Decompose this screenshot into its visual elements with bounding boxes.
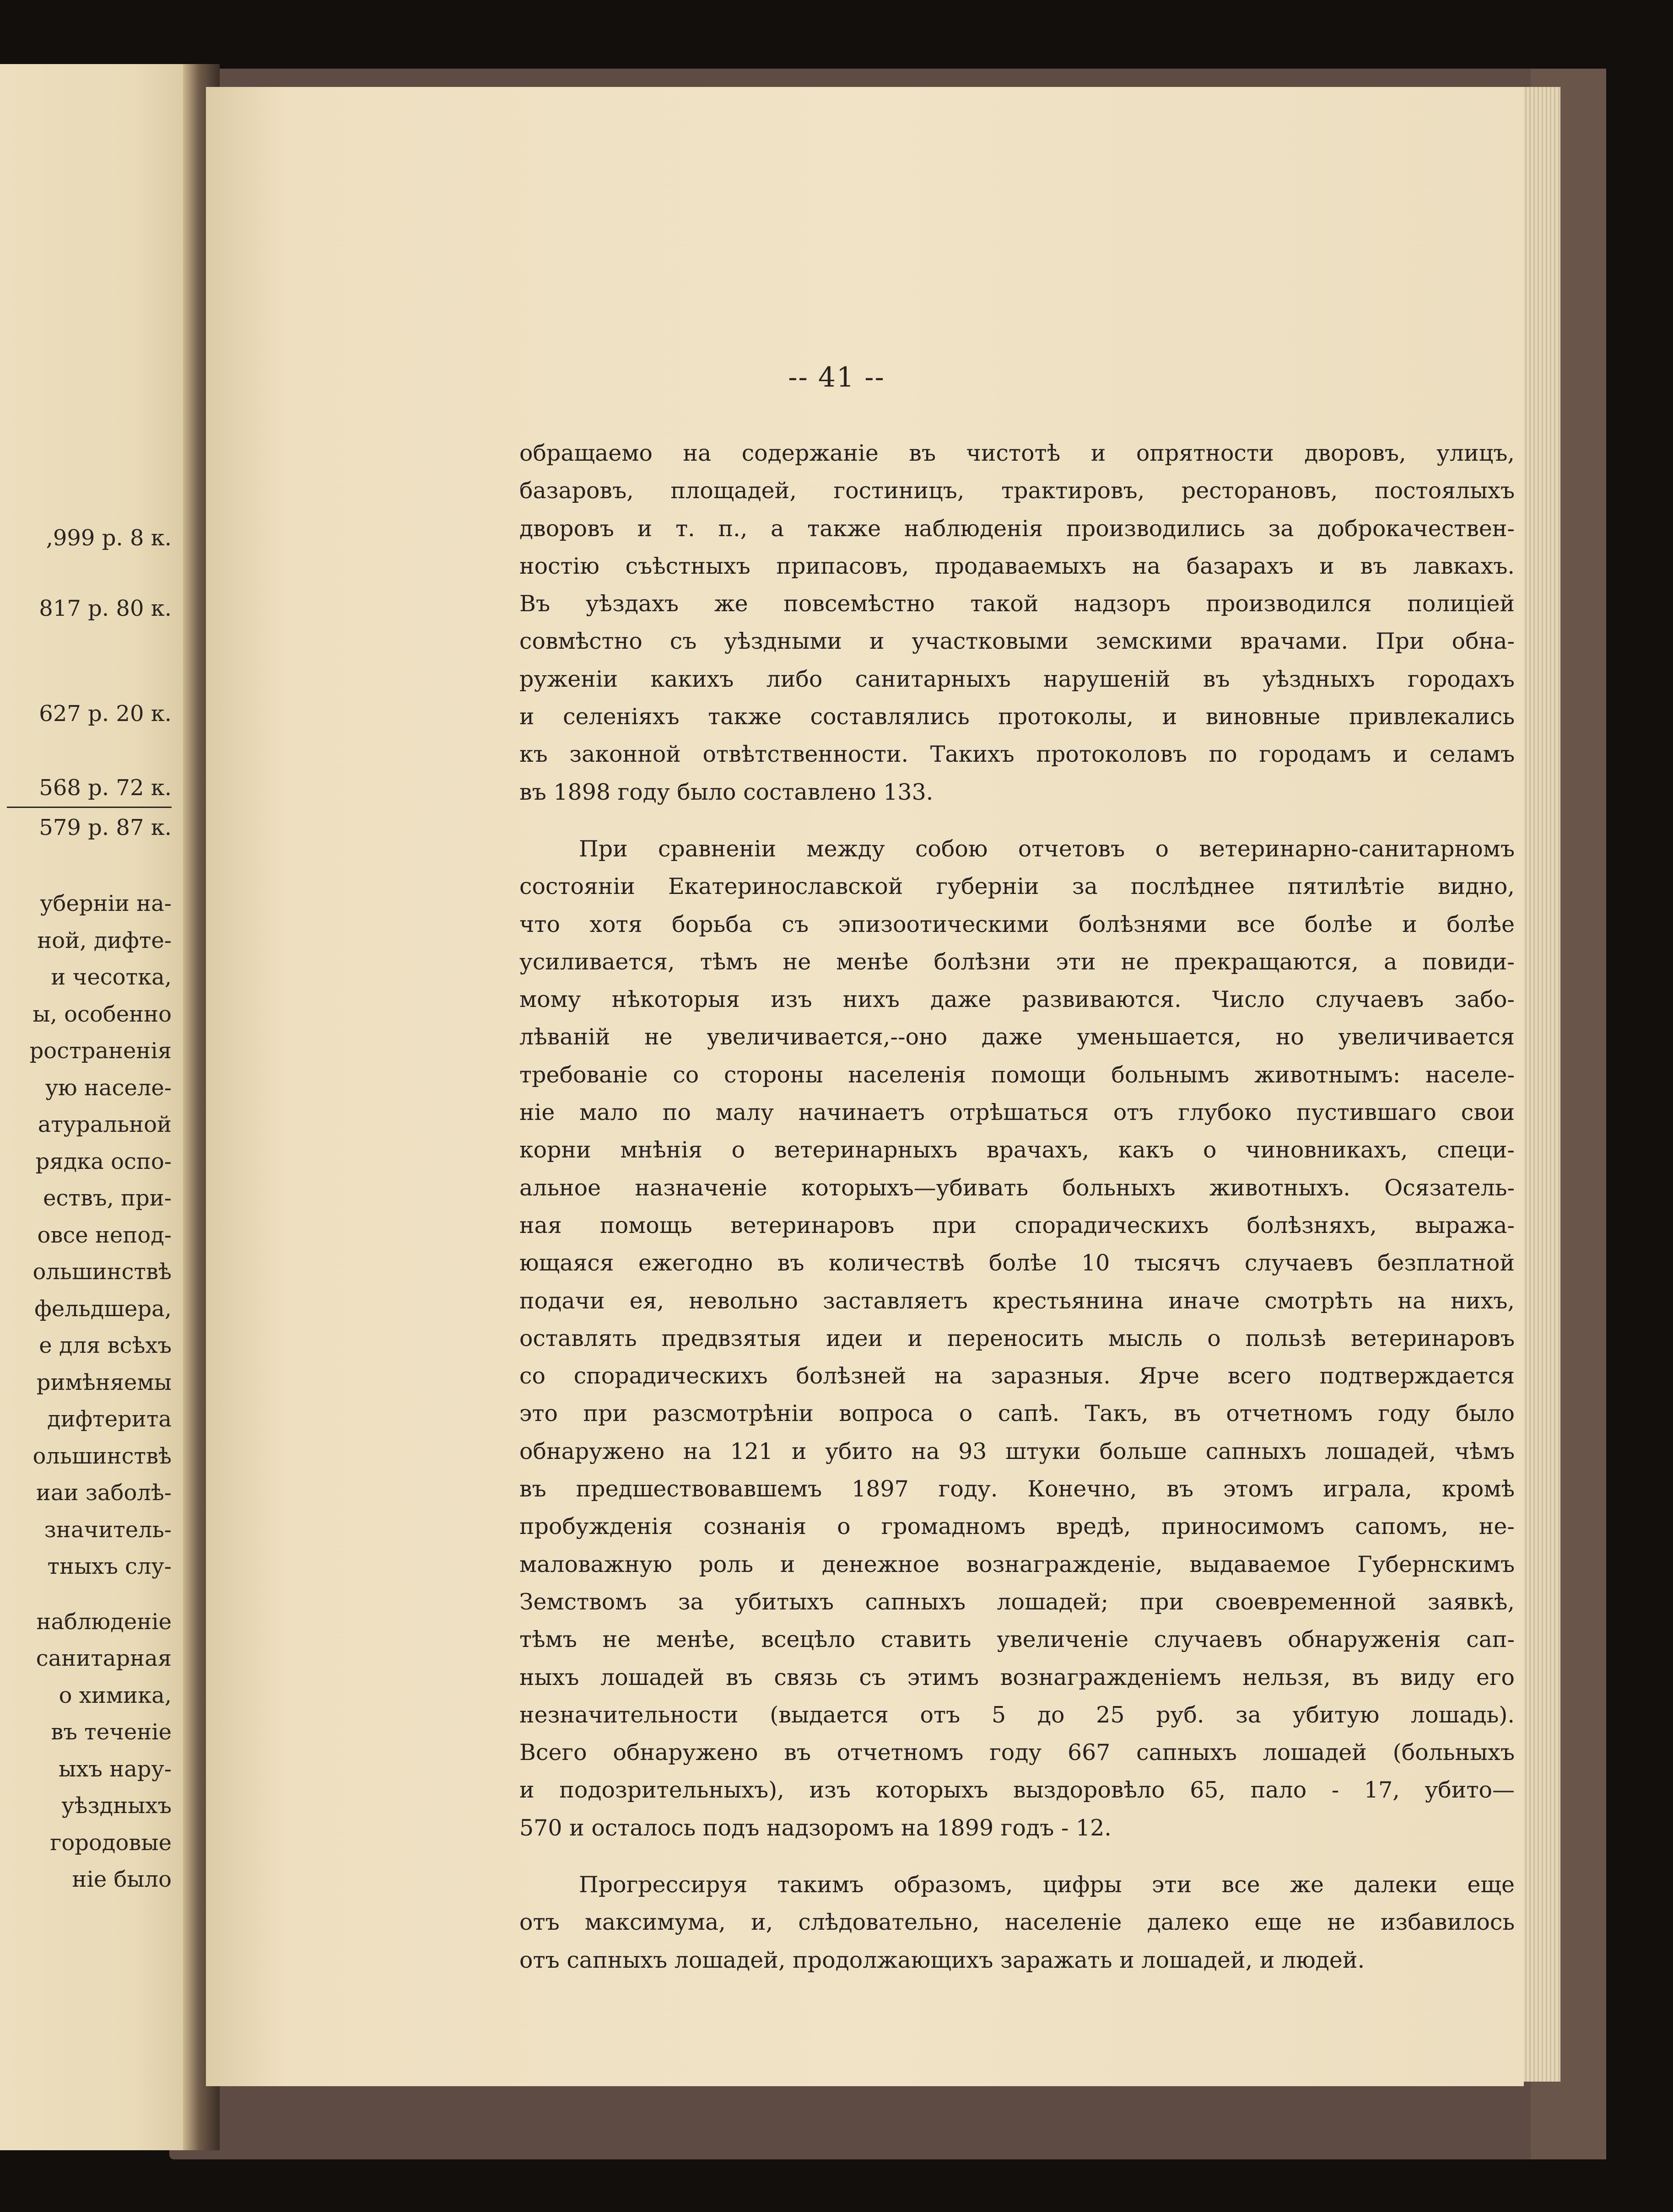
text-line: состояніи Екатеринославской губерніи за послѣднее пятилѣтіе видно,: [519, 873, 1515, 900]
text-line: Всего обнаружено въ отчетномъ году 667 сапныхъ лошадей (больныхъ: [519, 1739, 1515, 1766]
text-line: совмѣстно съ уѣздными и участковыми земскими врачами. При обна-: [519, 628, 1515, 655]
paragraph-gap: [0, 1585, 172, 1604]
text-line: наблюденіе: [36, 1609, 172, 1635]
text-line: При сравненіи между собою отчетовъ о ветеринарно-санитарномъ: [579, 835, 1515, 862]
figure-line: ,999 р. 8 к.: [46, 525, 172, 551]
paragraph-gap: [519, 1847, 1515, 1866]
text-line: Земствомъ за убитыхъ сапныхъ лошадей; при своевременной заявкѣ,: [519, 1588, 1515, 1615]
text-line: ніе мало по малу начинаетъ отрѣшаться отъ глубоко пустившаго свои: [519, 1099, 1515, 1126]
text-line: базаровъ, площадей, гостиницъ, трактировъ, ресторановъ, постоялыхъ: [519, 478, 1515, 504]
text-line: маловажную роль и денежное вознагражденіе, выдаваемое Губернскимъ: [519, 1551, 1515, 1577]
figure-line: 817 р. 80 к.: [39, 596, 172, 621]
text-line: ространенія: [29, 1038, 172, 1064]
text-line: ествъ, при-: [43, 1185, 172, 1211]
text-line: рядка оспо-: [35, 1148, 172, 1174]
figure-line: 579 р. 87 к.: [39, 815, 172, 840]
text-line: мому нѣкоторыя изъ нихъ даже развиваются. Число случаевъ забо-: [519, 986, 1515, 1013]
text-line: ющаяся ежегодно въ количествѣ болѣе 10 тысячъ случаевъ безплатной: [519, 1250, 1515, 1276]
figure-line: 568 р. 72 к.: [39, 775, 172, 801]
text-line: лѣваній не увеличивается,--оно даже уменьшается, но увеличивается: [519, 1024, 1515, 1050]
text-line: о химика,: [59, 1682, 172, 1708]
text-line: дифтерита: [47, 1406, 172, 1432]
text-line: отъ максимума, и, слѣдовательно, населеніе далеко еще не избавилось: [519, 1909, 1515, 1936]
text-line: тѣмъ не менѣе, всецѣло ставить увеличеніе случаевъ обнаруженія сап-: [519, 1626, 1515, 1653]
sum-rule: [7, 807, 172, 808]
text-line: и подозрительныхъ), изъ которыхъ выздоровѣло 65, пало - 17, убито—: [519, 1777, 1515, 1803]
paragraph: [519, 830, 1515, 1847]
text-line: ую населе-: [45, 1075, 172, 1101]
text-line: подачи ея, невольно заставляетъ крестьянина иначе смотрѣть на нихъ,: [519, 1287, 1515, 1314]
paragraph: [519, 435, 1515, 811]
text-line: атуральной: [38, 1112, 172, 1137]
text-line: фельдшера,: [34, 1296, 172, 1322]
text-line: ніе было: [72, 1867, 172, 1892]
text-line: что хотя борьба съ эпизоотическими болѣзнями все болѣе и болѣе: [519, 911, 1515, 937]
text-line: римѣняемы: [36, 1369, 172, 1395]
text-line: дворовъ и т. п., а также наблюденія производились за доброкачествен-: [519, 515, 1515, 542]
left-page-figures: [0, 519, 172, 846]
page-number: -- 41 --: [788, 361, 885, 393]
figure-line: 627 р. 20 к.: [39, 701, 172, 727]
text-line: въ теченіе: [51, 1719, 172, 1745]
left-page-text: [0, 885, 172, 1898]
text-line: и чесотка,: [51, 964, 172, 990]
text-line: отъ сапныхъ лошадей, продолжающихъ заражать и лошадей, и людей.: [519, 1947, 1365, 1973]
text-line: ностію съѣстныхъ припасовъ, продаваемыхъ на базарахъ и въ лавкахъ.: [519, 553, 1515, 579]
text-line: и селеніяхъ также составлялись протоколы, и виновные привлекались: [519, 704, 1515, 730]
text-line: альное назначеніе которыхъ—убивать больныхъ животныхъ. Осязатель-: [519, 1174, 1515, 1201]
text-line: тныхъ слу-: [47, 1554, 172, 1579]
text-line: ольшинствѣ: [32, 1443, 172, 1469]
text-line: въ 1898 году было составлено 133.: [519, 779, 934, 805]
text-line: требованіе со стороны населенія помощи больнымъ животнымъ: населе-: [519, 1061, 1515, 1088]
text-line: это при разсмотрѣніи вопроса о сапѣ. Такъ, въ отчетномъ году было: [519, 1400, 1515, 1427]
text-line: ольшинствѣ: [32, 1259, 172, 1285]
text-line: оставлять предвзятыя идеи и переносить мысль о пользѣ ветеринаровъ: [519, 1325, 1515, 1351]
text-line: значитель-: [44, 1517, 172, 1543]
text-line: иаи заболѣ-: [36, 1480, 172, 1506]
text-line: убернiи на-: [40, 891, 172, 916]
text-line: пробужденія сознанія о громадномъ вредѣ, приносимомъ сапомъ, не-: [519, 1513, 1515, 1540]
paragraph: [519, 1866, 1515, 1979]
text-line: обращаемо на содержаніе въ чистотѣ и опрятности дворовъ, улицъ,: [519, 440, 1515, 466]
text-line: городовые: [50, 1830, 172, 1856]
paragraph-gap: [519, 811, 1515, 830]
text-line: ныхъ лошадей въ связь съ этимъ вознагражденіемъ нельзя, въ виду его: [519, 1664, 1515, 1690]
text-line: Прогрессируя такимъ образомъ, цифры эти все же далеки еще: [579, 1871, 1515, 1898]
text-line: ы, особенно: [32, 1001, 172, 1027]
text-line: ыхъ нару-: [59, 1756, 172, 1782]
text-line: къ законной отвѣтственности. Такихъ протоколовъ по городамъ и селамъ: [519, 741, 1515, 768]
text-line: овсе непод-: [37, 1222, 172, 1248]
text-line: незначительности (выдается отъ 5 до 25 руб. за убитую лошадь).: [519, 1701, 1515, 1728]
text-line: со спорадическихъ болѣзней на заразныя. Ярче всего подтверждается: [519, 1363, 1515, 1389]
text-line: въ предшествовавшемъ 1897 году. Конечно, въ этомъ играла, кромѣ: [519, 1476, 1515, 1502]
text-line: уѣздныхъ: [61, 1793, 172, 1819]
text-line: е для всѣхъ: [39, 1333, 172, 1358]
text-line: 570 и осталось подъ надзоромъ на 1899 годъ - 12.: [519, 1814, 1112, 1841]
text-line: Въ уѣздахъ же повсемѣстно такой надзоръ производился полиціей: [519, 591, 1515, 617]
text-line: руженіи какихъ либо санитарныхъ нарушеній въ уѣздныхъ городахъ: [519, 666, 1515, 692]
text-line: ной, дифте-: [37, 927, 172, 953]
text-line: санитарная: [36, 1646, 172, 1671]
main-text-body: [519, 435, 1515, 1979]
text-line: обнаружено на 121 и убито на 93 штуки больше сапныхъ лошадей, чѣмъ: [519, 1438, 1515, 1464]
text-line: ная помощь ветеринаровъ при спорадическихъ болѣзняхъ, выража-: [519, 1212, 1515, 1238]
text-line: корни мнѣнія о ветеринарныхъ врачахъ, какъ о чиновникахъ, специ-: [519, 1137, 1515, 1163]
text-line: усиливается, тѣмъ не менѣе болѣзни эти не прекращаются, а повиди-: [519, 948, 1515, 975]
